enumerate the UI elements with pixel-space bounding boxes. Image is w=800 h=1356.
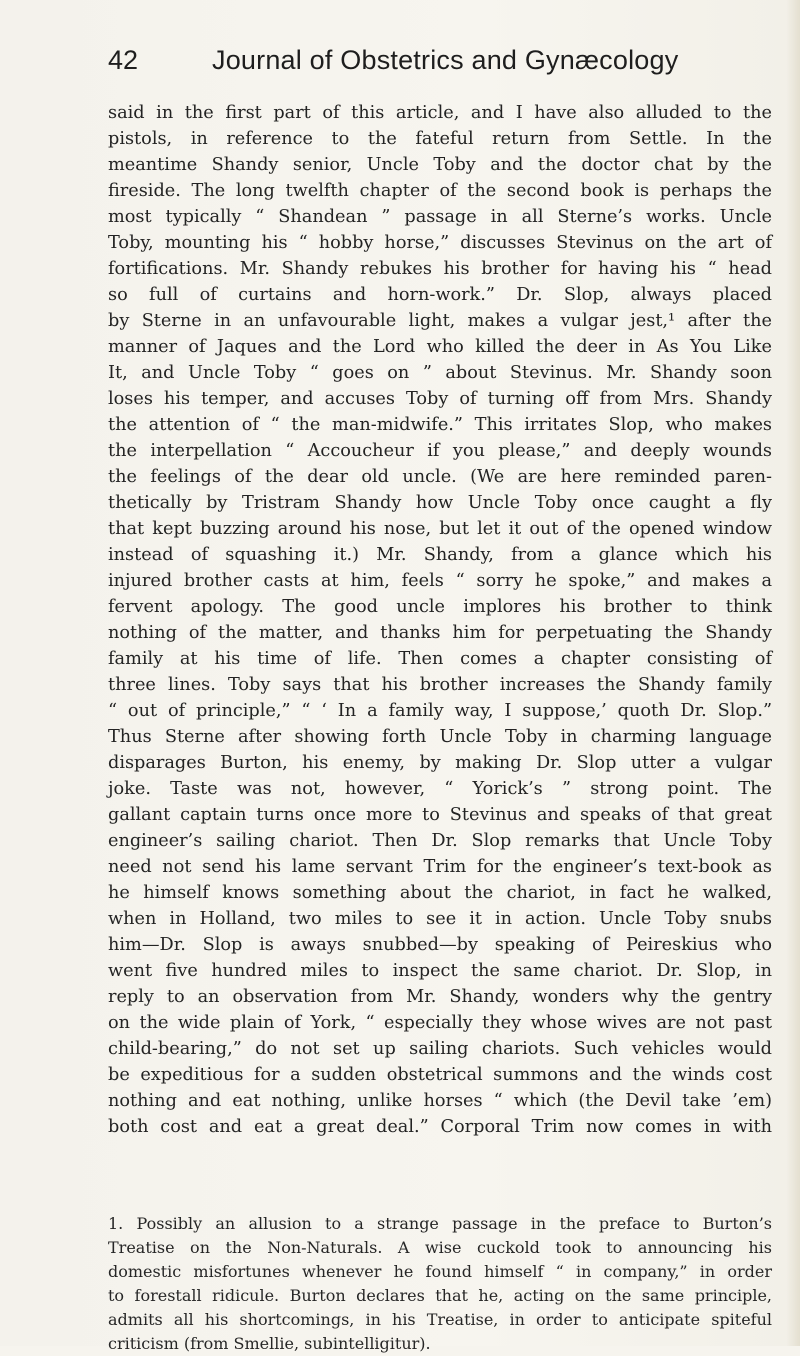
body-line: loses his temper, and accuses Toby of turning off from Mrs. Shandy xyxy=(108,389,772,409)
body-line: that kept buzzing around his nose, but let it out of the opened window xyxy=(108,519,772,539)
body-line: nothing of the matter, and thanks him for perpetuating the Shandy xyxy=(108,623,772,643)
body-line: reply to an observation from Mr. Shandy, wonders why the gentry xyxy=(108,987,772,1007)
body-line: pistols, in reference to the fateful return from Settle. In the xyxy=(108,129,772,149)
body-line: the feelings of the dear old uncle. (We are here reminded paren- xyxy=(108,467,772,487)
running-header xyxy=(0,44,800,84)
body-line: when in Holland, two miles to see it in action. Uncle Toby snubs xyxy=(108,909,772,929)
body-line: disparages Burton, his enemy, by making Dr. Slop utter a vulgar xyxy=(108,753,772,773)
footnote-line: Treatise on the Non-Naturals. A wise cuckold took to announcing his xyxy=(108,1238,772,1257)
body-line: family at his time of life. Then comes a chapter consisting of xyxy=(108,649,772,669)
body-line: injured brother casts at him, feels “ sorry he spoke,” and makes a xyxy=(108,571,772,591)
body-line: be expeditious for a sudden obstetrical summons and the winds cost xyxy=(108,1065,772,1085)
body-line: It, and Uncle Toby “ goes on ” about Stevinus. Mr. Shandy soon xyxy=(108,363,772,383)
body-line: said in the first part of this article, and I have also alluded to the xyxy=(108,103,772,123)
body-line: gallant captain turns once more to Stevinus and speaks of that great xyxy=(108,805,772,825)
body-line: went five hundred miles to inspect the same chariot. Dr. Slop, in xyxy=(108,961,772,981)
body-line: him—Dr. Slop is aways snubbed—by speaking of Peireskius who xyxy=(108,935,772,955)
body-line: meantime Shandy senior, Uncle Toby and the doctor chat by the xyxy=(108,155,772,175)
footnote-line: admits all his shortcomings, in his Treatise, in order to anticipate spiteful xyxy=(108,1310,772,1329)
body-line: three lines. Toby says that his brother increases the Shandy family xyxy=(108,675,772,695)
body-line: child-bearing,” do not set up sailing chariots. Such vehicles would xyxy=(108,1039,772,1059)
body-line: the attention of “ the man-midwife.” This irritates Slop, who makes xyxy=(108,415,772,435)
body-line: need not send his lame servant Trim for the engineer’s text-book as xyxy=(108,857,772,877)
footnote-block xyxy=(108,1212,772,1356)
page-edge-shadow xyxy=(786,0,800,1346)
body-line: the interpellation “ Accoucheur if you please,” and deeply wounds xyxy=(108,441,772,461)
footnote-line: criticism (from Smellie, subintelligitur). xyxy=(108,1334,431,1353)
body-line: Thus Sterne after showing forth Uncle Toby in charming language xyxy=(108,727,772,747)
body-line: so full of curtains and horn-work.” Dr. Slop, always placed xyxy=(108,285,772,305)
footnote-line: to forestall ridicule. Burton declares that he, acting on the same principle, xyxy=(108,1286,772,1305)
body-line: “ out of principle,” “ ‘ In a family way, I suppose,’ quoth Dr. Slop.” xyxy=(108,701,772,721)
body-line: engineer’s sailing chariot. Then Dr. Slop remarks that Uncle Toby xyxy=(108,831,772,851)
article-body xyxy=(108,100,772,1140)
body-line: fireside. The long twelfth chapter of the second book is perhaps the xyxy=(108,181,772,201)
journal-title: Journal of Obstetrics and Gynæcology xyxy=(212,45,679,75)
page-number: 42 xyxy=(108,45,139,75)
body-line: manner of Jaques and the Lord who killed the deer in As You Like xyxy=(108,337,772,357)
footnote-line: domestic misfortunes whenever he found himself “ in company,” in order xyxy=(108,1262,772,1281)
body-line: instead of squashing it.) Mr. Shandy, from a glance which his xyxy=(108,545,772,565)
footnote-line: 1. Possibly an allusion to a strange passage in the preface to Burton’s xyxy=(108,1214,772,1233)
body-line: he himself knows something about the chariot, in fact he walked, xyxy=(108,883,772,903)
body-line: Toby, mounting his “ hobby horse,” discusses Stevinus on the art of xyxy=(108,233,772,253)
body-line: by Sterne in an unfavourable light, makes a vulgar jest,¹ after the xyxy=(108,311,772,331)
body-line: most typically “ Shandean ” passage in all Sterne’s works. Uncle xyxy=(108,207,772,227)
body-line: on the wide plain of York, “ especially they whose wives are not past xyxy=(108,1013,772,1033)
body-line: fervent apology. The good uncle implores his brother to think xyxy=(108,597,772,617)
body-line: fortifications. Mr. Shandy rebukes his brother for having his “ head xyxy=(108,259,772,279)
body-line: nothing and eat nothing, unlike horses “ which (the Devil take ’em) xyxy=(108,1091,772,1111)
body-line: thetically by Tristram Shandy how Uncle Toby once caught a fly xyxy=(108,493,772,513)
body-line: both cost and eat a great deal.” Corporal Trim now comes in with xyxy=(108,1117,772,1137)
body-line: joke. Taste was not, however, “ Yorick’s ” strong point. The xyxy=(108,779,772,799)
